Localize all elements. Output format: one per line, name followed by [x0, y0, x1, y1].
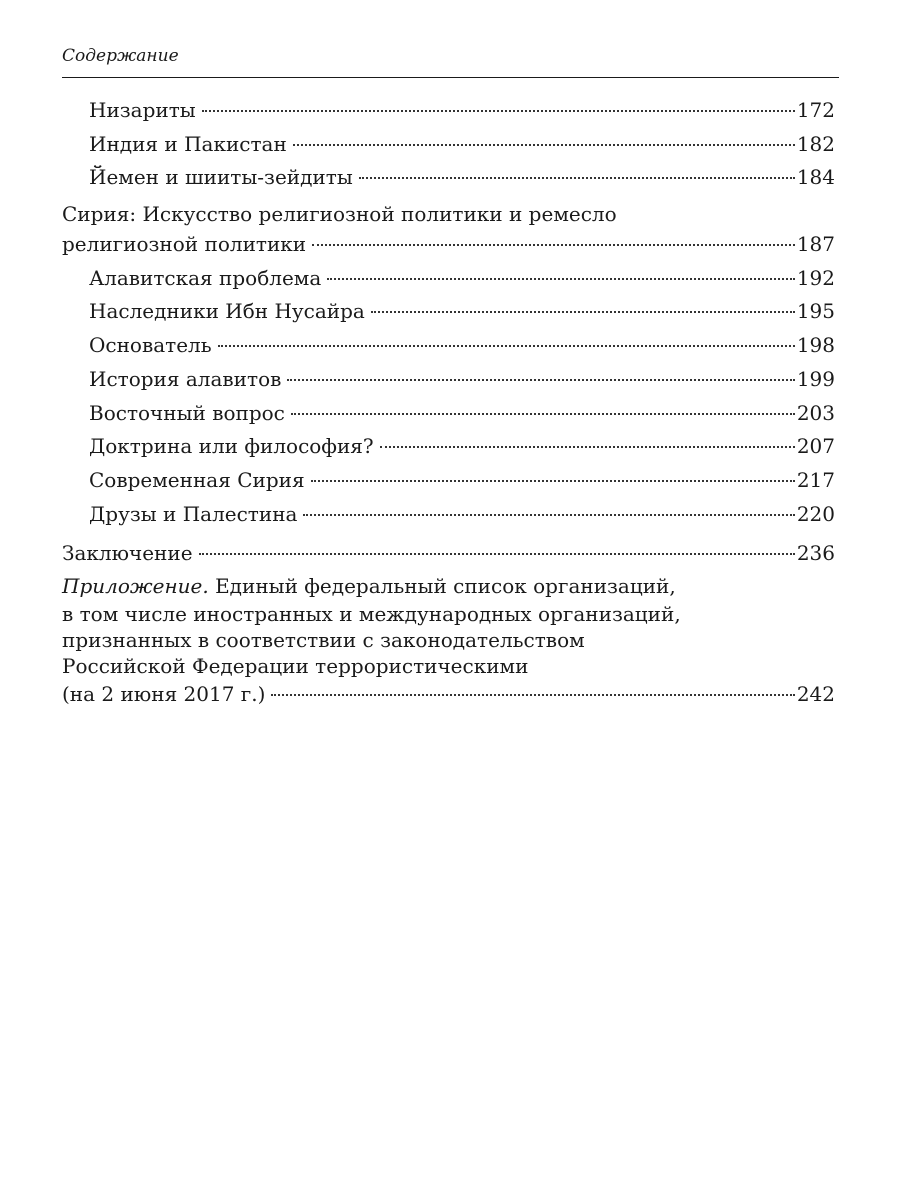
- toc-entry-title-continued: признанных в соответствии с законодательством: [62, 627, 585, 652]
- toc-entry-title: Основатель: [89, 333, 212, 358]
- toc-entry[interactable]: [62, 161, 835, 195]
- table-of-contents: [62, 94, 835, 709]
- dot-leader: [199, 553, 795, 555]
- toc-entry-title: Йемен и шииты-зейдиты: [89, 165, 353, 190]
- toc-entry-page: 184: [796, 165, 835, 190]
- toc-appendix-title-line[interactable]: [62, 627, 835, 653]
- dot-leader: [312, 244, 795, 246]
- toc-entry-page: 195: [796, 299, 835, 324]
- toc-entry-page: 199: [796, 366, 835, 391]
- toc-entry-page: 217: [796, 467, 835, 492]
- toc-entry[interactable]: [62, 94, 835, 128]
- dot-leader: [271, 694, 794, 696]
- toc-entry[interactable]: [62, 464, 835, 498]
- toc-appendix-title-line[interactable]: [62, 653, 835, 679]
- toc-entry[interactable]: [62, 228, 835, 262]
- dot-leader: [371, 311, 795, 313]
- toc-entry-title: Доктрина или философия?: [89, 434, 374, 459]
- toc-entry-page: 192: [796, 265, 835, 290]
- dot-leader: [202, 110, 795, 112]
- header-rule: [62, 77, 839, 78]
- toc-entry-page: 242: [796, 681, 835, 706]
- toc-entry-title: Восточный вопрос: [89, 400, 285, 425]
- toc-entry-title: Низариты: [89, 98, 196, 122]
- toc-entry-title-continued: Российской Федерации террористическими: [62, 653, 529, 678]
- toc-entry-title: Алавитская проблема: [89, 265, 322, 290]
- toc-entry-page: 172: [796, 98, 835, 122]
- toc-entry[interactable]: [62, 262, 835, 296]
- toc-entry-page: 236: [796, 541, 835, 566]
- dot-leader: [311, 480, 795, 482]
- toc-entry[interactable]: [62, 363, 835, 397]
- toc-entry[interactable]: [62, 498, 835, 532]
- toc-entry-title: Друзы и Палестина: [89, 501, 298, 526]
- dot-leader: [380, 446, 795, 448]
- toc-entry-page: 187: [796, 232, 835, 257]
- toc-entry-page: 198: [796, 333, 835, 358]
- appendix-title-text: Единый федеральный список организаций,: [215, 573, 676, 598]
- toc-entry-title: Заключение: [62, 541, 193, 566]
- toc-entry-title-continued: религиозной политики: [62, 232, 307, 257]
- running-head: Содержание: [62, 46, 179, 66]
- toc-entry-title-continued: (на 2 июня 2017 г.): [62, 681, 266, 706]
- dot-leader: [293, 144, 795, 146]
- toc-entry[interactable]: [62, 397, 835, 431]
- dot-leader: [287, 379, 794, 381]
- dot-leader: [218, 345, 795, 347]
- toc-entry-title: [62, 571, 676, 601]
- toc-appendix-title-line[interactable]: [62, 601, 835, 627]
- toc-entry[interactable]: [62, 679, 835, 709]
- toc-entry-title-continued: в том числе иностранных и международных организаций,: [62, 601, 681, 626]
- toc-entry[interactable]: [62, 430, 835, 464]
- dot-leader: [303, 514, 794, 516]
- toc-entry-title: Наследники Ибн Нусайра: [89, 299, 365, 324]
- dot-leader: [359, 177, 795, 179]
- toc-entry-page: 207: [796, 434, 835, 459]
- dot-leader: [291, 413, 795, 415]
- toc-entry-title: Сирия: Искусство религиозной политики и ремесло: [62, 202, 617, 227]
- dot-leader: [327, 278, 795, 280]
- appendix-label: Приложение.: [62, 573, 209, 598]
- toc-entry[interactable]: [62, 128, 835, 162]
- toc-entry-page: 220: [796, 501, 835, 526]
- toc-entry-title: Современная Сирия: [89, 467, 305, 492]
- toc-entry-page: 203: [796, 400, 835, 425]
- toc-entry-page: 182: [796, 131, 835, 156]
- toc-entry[interactable]: [62, 537, 835, 571]
- toc-entry-title: История алавитов: [89, 366, 282, 391]
- toc-appendix-title-line[interactable]: [62, 571, 835, 601]
- toc-entry[interactable]: [62, 329, 835, 363]
- toc-entry-title: Индия и Пакистан: [89, 131, 287, 156]
- toc-entry[interactable]: [62, 295, 835, 329]
- toc-chapter-title-line[interactable]: [62, 201, 835, 228]
